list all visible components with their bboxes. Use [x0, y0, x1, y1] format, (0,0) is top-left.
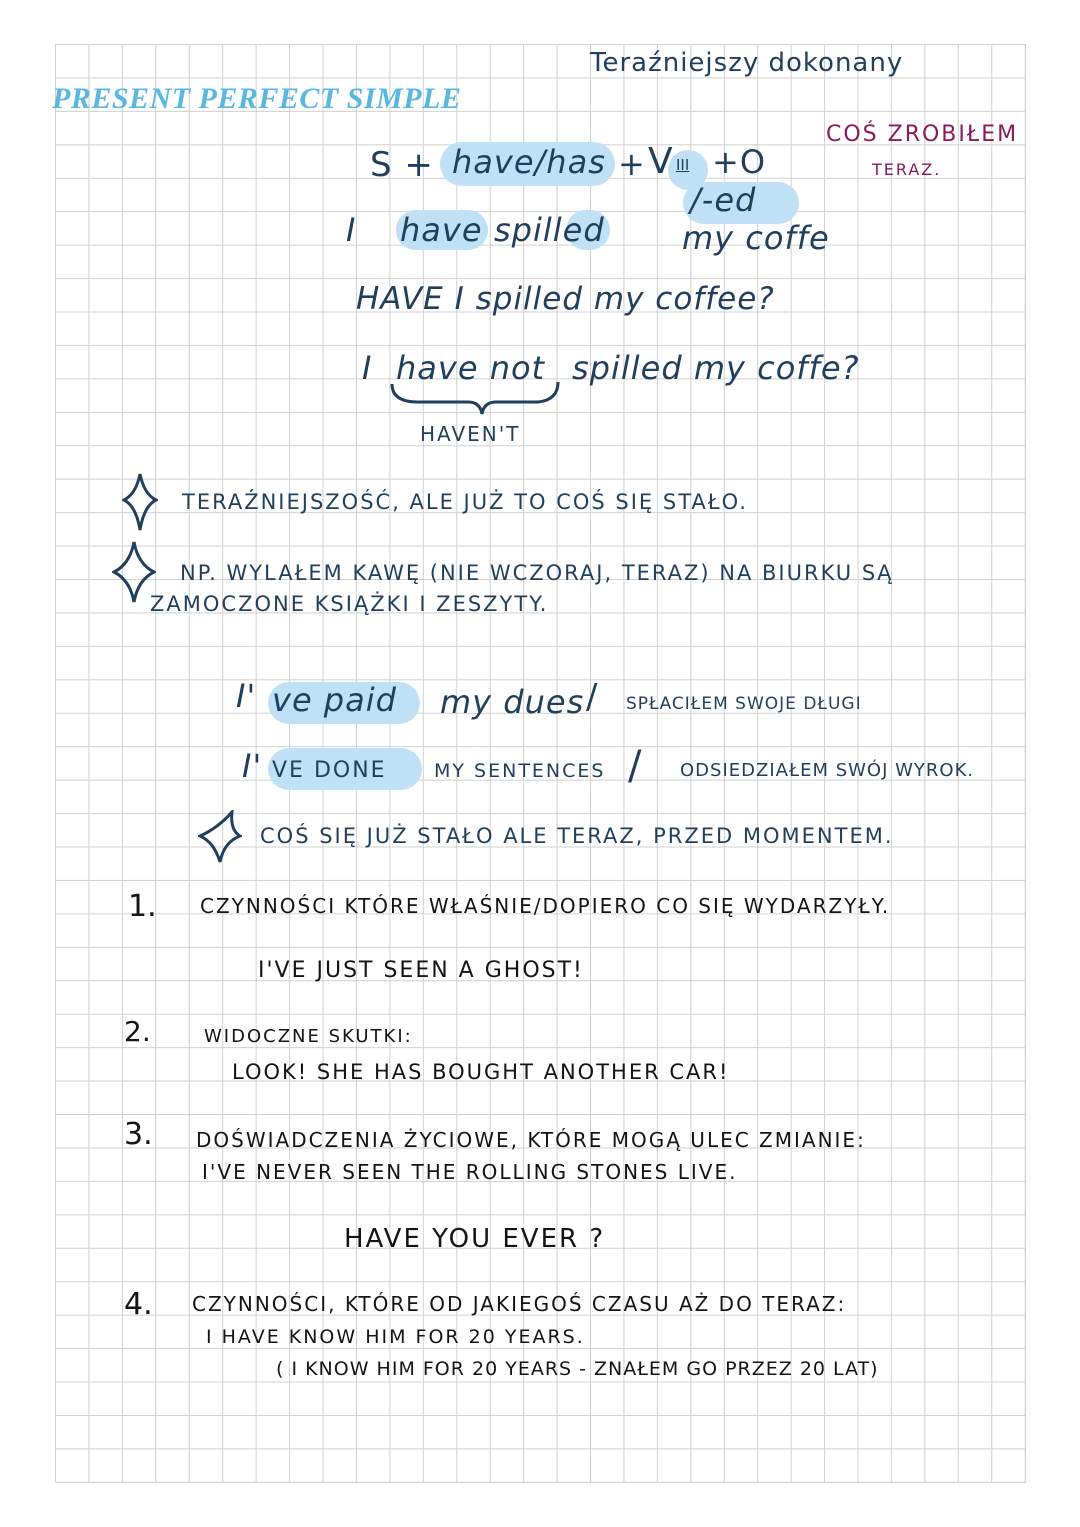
- formula-subject: S +: [370, 145, 434, 185]
- neg-aux: have not: [396, 349, 546, 387]
- use-3-extra: HAVE YOU EVER ?: [344, 1224, 606, 1254]
- idiom-1-polish: SPŁACIŁEM SWOJE DŁUGI: [626, 694, 862, 714]
- idiom-2-pre: I': [242, 747, 263, 785]
- use-1-example: I'VE JUST SEEN A GHOST!: [258, 958, 584, 983]
- use-4-number: 4.: [124, 1287, 153, 1322]
- use-2-description: WIDOCZNE SKUTKI:: [204, 1026, 413, 1047]
- use-3-example: I'VE NEVER SEEN THE ROLLING STONES LIVE.: [202, 1160, 738, 1184]
- use-4-example: I HAVE KNOW HIM FOR 20 YEARS.: [206, 1326, 585, 1348]
- use-2-example: LOOK! SHE HAS BOUGHT ANOTHER CAR!: [232, 1060, 730, 1084]
- idiom-2-polish: ODSIEDZIAŁEM SWÓJ WYROK.: [680, 760, 975, 781]
- use-4-description: CZYNNOŚCI, KTÓRE OD JAKIEGOŚ CZASU AŻ DO TERAZ:: [192, 1292, 847, 1316]
- aff-verb: spilled: [494, 211, 605, 249]
- side-note-line1: COŚ ZROBIŁEM: [826, 122, 1019, 147]
- formula-plus: +: [618, 145, 646, 183]
- diamond-bullet-icon: [122, 472, 158, 532]
- use-2-number: 2.: [124, 1015, 151, 1048]
- neg-subject: I: [362, 349, 373, 387]
- page-title: PRESENT PERFECT SIMPLE: [52, 82, 462, 115]
- use-4-extra: ( I KNOW HIM FOR 20 YEARS - ZNAŁEM GO PRZEZ 20 LAT): [276, 1358, 879, 1380]
- aff-subject: I: [346, 211, 357, 249]
- formula-aux: have/has: [452, 143, 606, 181]
- side-note-line2: TERAZ.: [872, 160, 942, 179]
- formula-object: +O: [712, 143, 766, 181]
- use-3-number: 3.: [124, 1117, 153, 1152]
- idiom-2-separator: /: [628, 743, 642, 789]
- note-3: COŚ SIĘ JUŻ STAŁO ALE TERAZ, PRZED MOMENTEM.: [260, 824, 894, 848]
- curly-brace-icon: [388, 378, 568, 418]
- idiom-1-separator: /: [586, 677, 598, 717]
- idiom-1-highlight: ve paid: [272, 681, 397, 719]
- formula-verb: V: [648, 141, 673, 182]
- formula-ed: /-ed: [690, 181, 757, 219]
- diamond-bullet-icon: [198, 810, 242, 864]
- idiom-2-english: MY SENTENCES: [434, 760, 606, 782]
- neg-rest: spilled my coffe?: [572, 349, 860, 387]
- formula-verb-sub: III: [676, 156, 690, 174]
- note-2-line1: NP. WYLAŁEM KAWĘ (NIE WCZORAJ, TERAZ) NA BIURKU SĄ: [180, 561, 894, 585]
- aff-aux: have: [400, 211, 483, 249]
- polish-subtitle: Teraźniejszy dokonany: [590, 48, 904, 78]
- aff-rest: my coffe: [682, 219, 830, 257]
- note-2-line2: ZAMOCZONE KSIĄŻKI I ZESZYTY.: [150, 592, 549, 616]
- idiom-1-pre: I': [236, 677, 257, 715]
- contraction-label: HAVEN'T: [420, 422, 521, 446]
- question-example: HAVE I spilled my coffee?: [356, 281, 775, 317]
- use-3-description: DOŚWIADCZENIA ŻYCIOWE, KTÓRE MOGĄ ULEC ZMIANIE:: [196, 1128, 866, 1152]
- use-1-number: 1.: [128, 889, 157, 924]
- idiom-1-english: my dues: [440, 683, 585, 721]
- use-1-description: CZYNNOŚCI KTÓRE WŁAŚNIE/DOPIERO CO SIĘ WYDARZYŁY.: [200, 894, 891, 918]
- note-1: TERAŹNIEJSZOŚĆ, ALE JUŻ TO COŚ SIĘ STAŁO.: [182, 490, 748, 514]
- idiom-2-highlight: VE DONE: [272, 758, 387, 783]
